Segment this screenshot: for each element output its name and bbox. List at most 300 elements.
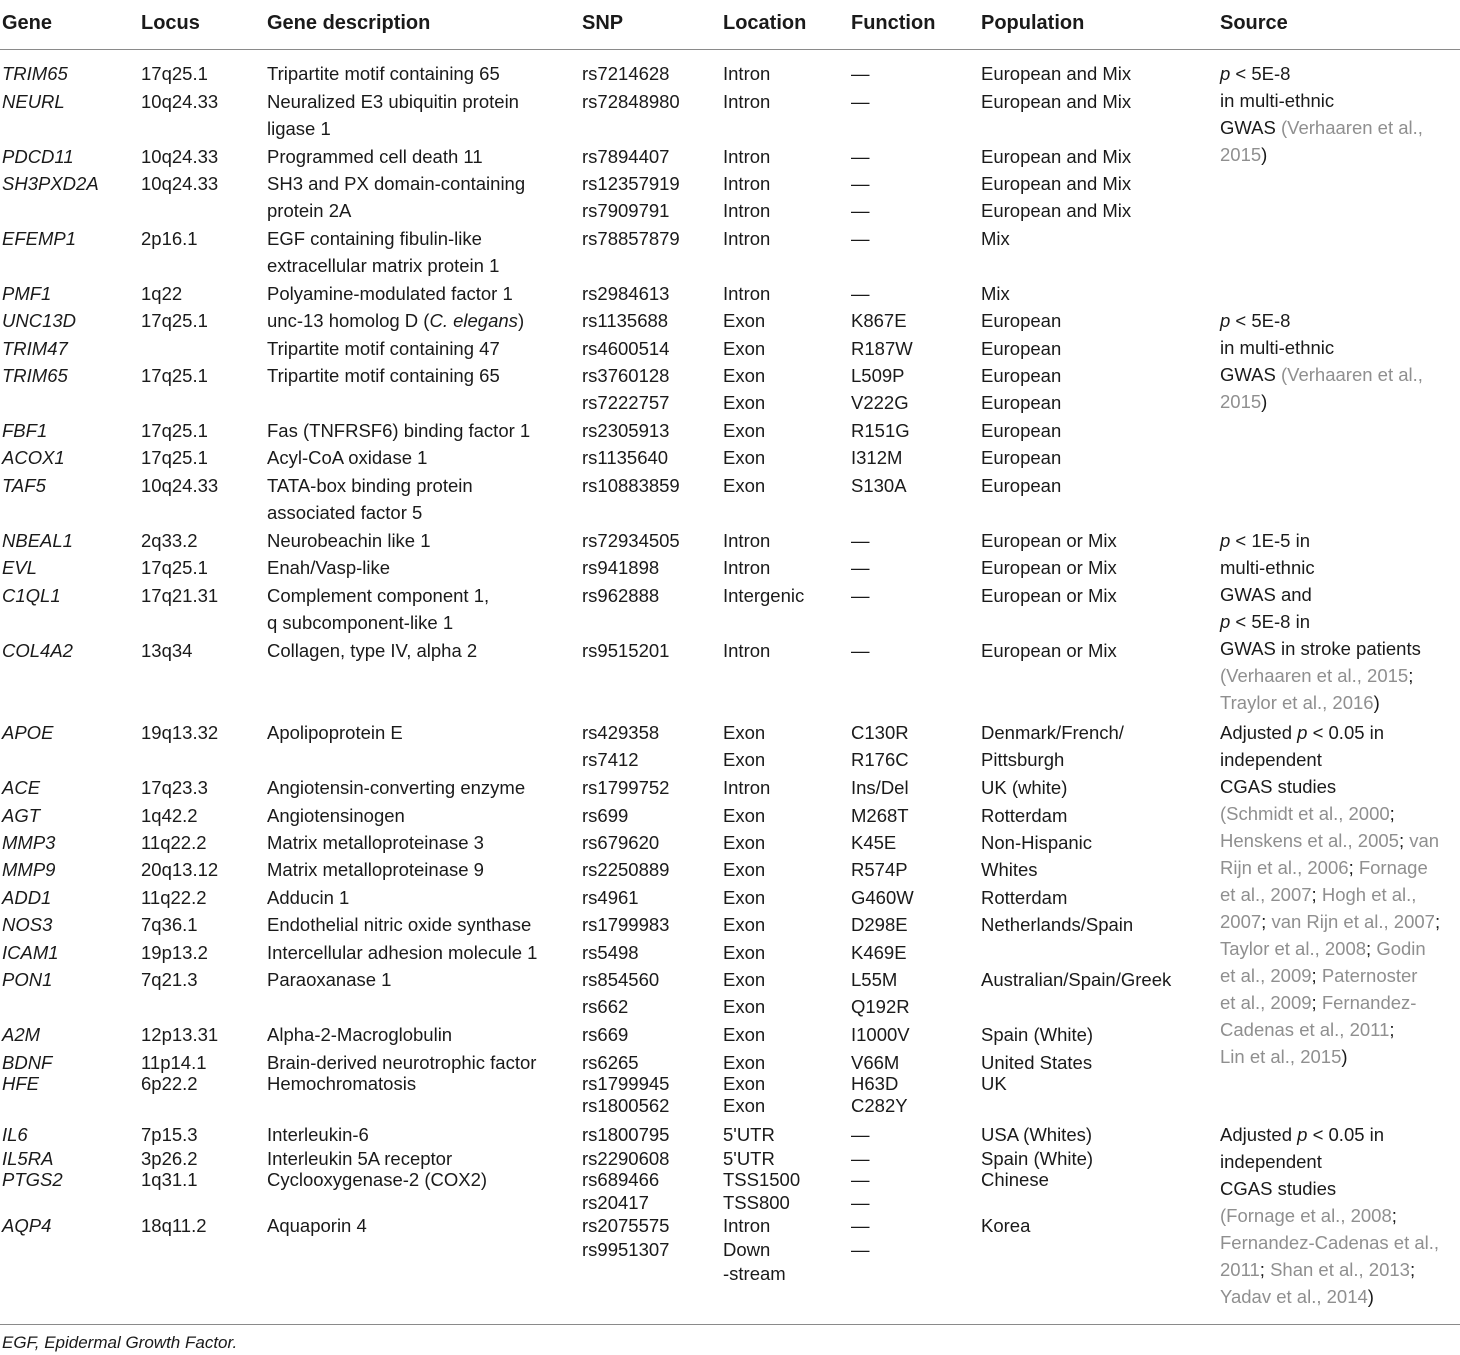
citation-link[interactable]: Lin et al., 2015 (1220, 1046, 1342, 1067)
cell-function: R574P (851, 859, 908, 880)
citation-link[interactable]: Fernandez- (1321, 992, 1417, 1013)
source-text: in multi-ethnic (1220, 337, 1335, 358)
cell-population: Mix (981, 228, 1010, 249)
cell-gene: NOS3 (2, 914, 53, 935)
cell-description: Matrix metalloproteinase 9 (267, 859, 484, 880)
citation-link[interactable]: 2015 (1220, 144, 1262, 165)
cell-function: L55M (851, 969, 898, 990)
cell-function: S130A (851, 475, 907, 496)
cell-location: Intron (723, 146, 771, 167)
cell-function: Q192R (851, 996, 910, 1017)
cell-population: Denmark/French/ (981, 722, 1124, 743)
cell-source (1220, 662, 1413, 689)
cell-locus: 3p26.2 (141, 1148, 198, 1169)
cell-snp: rs2075575 (582, 1215, 670, 1236)
citation-link[interactable]: et al., 2007 (1220, 884, 1312, 905)
cell-location: Intron (723, 63, 771, 84)
cell-location: Exon (723, 365, 766, 386)
cell-snp: rs2984613 (582, 283, 670, 304)
cell-locus: 19p13.2 (141, 942, 208, 963)
cell-description: Interleukin 5A receptor (267, 1148, 453, 1169)
cell-function: R187W (851, 338, 913, 359)
cell-description: Endothelial nitric oxide synthase (267, 914, 532, 935)
citation-link[interactable]: et al., 2009 (1220, 992, 1312, 1013)
citation-link[interactable]: (Verhaaren et al., 2015 (1220, 665, 1409, 686)
cell-population: Chinese (981, 1169, 1049, 1190)
cell-snp: rs1799752 (582, 777, 670, 798)
cell-population: Netherlands/Spain (981, 914, 1134, 935)
cell-snp: rs679620 (582, 832, 660, 853)
cell-location: Exon (723, 996, 766, 1017)
cell-source (1220, 908, 1440, 935)
cell-function: — (851, 91, 870, 112)
source-text: ) (1261, 144, 1268, 165)
cell-locus: 17q21.31 (141, 585, 219, 606)
source-text: ; (1389, 1019, 1395, 1040)
citation-link[interactable]: Taylor et al., 2008 (1220, 938, 1367, 959)
source-text: p (1220, 63, 1231, 84)
cell-gene: EVL (2, 557, 37, 578)
cell-description: q subcomponent-like 1 (267, 612, 454, 633)
cell-snp: rs699 (582, 805, 629, 826)
cell-description: Neuralized E3 ubiquitin protein (267, 91, 519, 112)
cell-population: European (981, 475, 1062, 496)
citation-link[interactable]: (Verhaaren et al., (1280, 364, 1423, 385)
header-divider (0, 49, 1460, 50)
cell-source (1220, 334, 1334, 361)
cell-description: Fas (TNFRSF6) binding factor 1 (267, 420, 531, 441)
cell-population: European or Mix (981, 530, 1117, 551)
cell-source (1220, 554, 1315, 581)
source-text: ; (1408, 665, 1414, 686)
cell-location: TSS800 (723, 1192, 790, 1213)
cell-population: European (981, 310, 1062, 331)
cell-function: — (851, 557, 870, 578)
header-gene: Gene (2, 12, 53, 34)
cell-function: — (851, 200, 870, 221)
source-text: ) (1341, 1046, 1348, 1067)
cell-snp: rs72934505 (582, 530, 680, 551)
citation-link[interactable]: Henskens et al., 2005 (1220, 830, 1399, 851)
cell-snp: rs5498 (582, 942, 639, 963)
cell-location: Intron (723, 557, 771, 578)
cell-description: Tripartite motif containing 47 (267, 338, 500, 359)
cell-location: Exon (723, 1095, 766, 1116)
cell-gene: MMP9 (2, 859, 56, 880)
cell-source (1220, 800, 1395, 827)
source-text: ) (1367, 1286, 1374, 1307)
cell-description: Cyclooxygenase-2 (COX2) (267, 1169, 488, 1190)
cell-function: — (851, 1239, 870, 1260)
source-text: ; (1311, 884, 1322, 905)
cell-locus: 13q34 (141, 640, 193, 661)
cell-location: Exon (723, 805, 766, 826)
cell-gene: PON1 (2, 969, 53, 990)
cell-description: protein 2A (267, 200, 352, 221)
cell-gene: PTGS2 (2, 1169, 63, 1190)
source-text: Adjusted (1220, 1124, 1298, 1145)
cell-locus: 17q25.1 (141, 557, 208, 578)
cell-description: EGF containing fibulin-like (267, 228, 482, 249)
cell-population: United States (981, 1052, 1093, 1073)
cell-function: M268T (851, 805, 909, 826)
cell-locus: 2p16.1 (141, 228, 198, 249)
cell-population: Non-Hispanic (981, 832, 1093, 853)
header-snp: SNP (582, 12, 624, 34)
cell-snp: rs962888 (582, 585, 660, 606)
cell-locus: 7q36.1 (141, 914, 198, 935)
cell-location: Exon (723, 338, 766, 359)
cell-gene: COL4A2 (2, 640, 73, 661)
cell-locus: 11q22.2 (141, 832, 207, 853)
cell-locus: 18q11.2 (141, 1215, 207, 1236)
citation-link[interactable]: (Fornage et al., 2008 (1220, 1205, 1392, 1226)
cell-gene: TRIM65 (2, 365, 68, 386)
cell-snp: rs9951307 (582, 1239, 670, 1260)
cell-population: Pittsburgh (981, 749, 1065, 770)
cell-snp: rs3760128 (582, 365, 670, 386)
cell-function: G460W (851, 887, 914, 908)
source-text: ) (1373, 692, 1380, 713)
source-text: multi-ethnic (1220, 557, 1315, 578)
source-text: ; (1311, 992, 1322, 1013)
cell-locus: 12p13.31 (141, 1024, 219, 1045)
cell-population: European (981, 420, 1062, 441)
cell-location: Exon (723, 914, 766, 935)
cell-population: European (981, 392, 1062, 413)
cell-location: -stream (723, 1263, 786, 1284)
cell-source (1220, 60, 1290, 87)
cell-snp: rs1799983 (582, 914, 670, 935)
source-text: ) (1261, 391, 1268, 412)
citation-link[interactable]: 2015 (1220, 391, 1262, 412)
cell-snp: rs7894407 (582, 146, 670, 167)
cell-source (1220, 1283, 1374, 1310)
source-text: p (1220, 611, 1231, 632)
cell-source (1220, 361, 1423, 388)
cell-location: Intron (723, 228, 771, 249)
source-text: < 0.05 in (1307, 1124, 1385, 1145)
cell-location: Intron (723, 283, 771, 304)
cell-description: Brain-derived neurotrophic factor (267, 1052, 537, 1073)
cell-location: Exon (723, 475, 766, 496)
cell-population: UK (981, 1073, 1007, 1094)
source-text: p (1220, 310, 1231, 331)
cell-snp: rs1800562 (582, 1095, 670, 1116)
source-text: GWAS and (1220, 584, 1312, 605)
cell-population: Spain (White) (981, 1148, 1094, 1169)
cell-description: Tripartite motif containing 65 (267, 365, 500, 386)
cell-snp: rs2305913 (582, 420, 670, 441)
cell-gene: FBF1 (2, 420, 48, 441)
cell-gene: EFEMP1 (2, 228, 77, 249)
cell-location: Intron (723, 200, 771, 221)
cell-description: Complement component 1, (267, 585, 490, 606)
source-text: ; (1389, 803, 1395, 824)
cell-gene: AQP4 (2, 1215, 52, 1236)
cell-description: associated factor 5 (267, 502, 423, 523)
cell-snp: rs941898 (582, 557, 660, 578)
cell-snp: rs429358 (582, 722, 660, 743)
cell-location: Exon (723, 722, 766, 743)
cell-locus: 7q21.3 (141, 969, 198, 990)
citation-link[interactable]: van (1409, 830, 1440, 851)
header-location: Location (723, 12, 807, 34)
cell-location: 5'UTR (723, 1124, 775, 1145)
cell-population: European (981, 447, 1062, 468)
cell-function: — (851, 173, 870, 194)
cell-function: K45E (851, 832, 897, 853)
cell-population: Spain (White) (981, 1024, 1094, 1045)
cell-function: D298E (851, 914, 908, 935)
cell-locus: 1q31.1 (141, 1169, 198, 1190)
citation-link[interactable]: Yadav et al., 2014 (1220, 1286, 1368, 1307)
cell-description: Interleukin-6 (267, 1124, 369, 1145)
citation-link[interactable]: Shan et al., 2013 (1270, 1259, 1410, 1280)
cell-population: European and Mix (981, 63, 1132, 84)
cell-gene: ICAM1 (2, 942, 59, 963)
cell-snp: rs10883859 (582, 475, 680, 496)
citation-link[interactable]: Fornage (1358, 857, 1428, 878)
cell-function: I312M (851, 447, 903, 468)
cell-gene: HFE (2, 1073, 39, 1094)
cell-gene: SH3PXD2A (2, 173, 99, 194)
cell-function: — (851, 283, 870, 304)
cell-population: Whites (981, 859, 1038, 880)
source-text: CGAS studies (1220, 776, 1337, 797)
header-description: Gene description (267, 12, 431, 34)
cell-gene: IL5RA (2, 1148, 54, 1169)
cell-function: — (851, 146, 870, 167)
cell-population: European and Mix (981, 200, 1132, 221)
cell-function: C130R (851, 722, 909, 743)
cell-function: — (851, 640, 870, 661)
cell-population: European and Mix (981, 173, 1132, 194)
cell-description: Angiotensinogen (267, 805, 405, 826)
cell-function: — (851, 63, 870, 84)
cell-function: K469E (851, 942, 907, 963)
citation-link[interactable]: Fernandez-Cadenas et al., (1220, 1232, 1440, 1253)
citation-link[interactable]: Hogh et al., (1321, 884, 1417, 905)
cell-locus: 17q25.1 (141, 365, 208, 386)
cell-source (1220, 307, 1290, 334)
cell-description: extracellular matrix protein 1 (267, 255, 500, 276)
cell-source (1220, 635, 1421, 662)
cell-function: — (851, 1169, 870, 1190)
source-text: ; (1434, 911, 1441, 932)
cell-function: — (851, 530, 870, 551)
cell-gene: TRIM65 (2, 63, 68, 84)
cell-gene: ACOX1 (2, 447, 65, 468)
cell-snp: rs7222757 (582, 392, 670, 413)
cell-gene: MMP3 (2, 832, 56, 853)
table-footnote: EGF, Epidermal Growth Factor. (2, 1333, 238, 1352)
cell-location: Exon (723, 859, 766, 880)
cell-location: Intron (723, 1215, 771, 1236)
cell-locus: 17q25.1 (141, 420, 208, 441)
cell-function: V66M (851, 1052, 900, 1073)
cell-snp: rs7214628 (582, 63, 670, 84)
cell-population: Rotterdam (981, 805, 1068, 826)
cell-function: — (851, 1192, 870, 1213)
cell-population: European or Mix (981, 557, 1117, 578)
source-text: ; (1398, 830, 1410, 851)
source-text: in multi-ethnic (1220, 90, 1335, 111)
citation-link[interactable]: 2011 (1220, 1259, 1260, 1280)
cell-locus: 10q24.33 (141, 173, 219, 194)
cell-function: — (851, 1215, 870, 1236)
cell-locus: 10q24.33 (141, 146, 219, 167)
source-text: GWAS in stroke patients (1220, 638, 1421, 659)
source-text: < 5E-8 (1230, 310, 1291, 331)
cell-location: Intron (723, 777, 771, 798)
citation-link[interactable]: Rijn et al., 2006 (1220, 857, 1349, 878)
cell-description: Acyl-CoA oxidase 1 (267, 447, 428, 468)
cell-location: Down (723, 1239, 771, 1260)
cell-location: Exon (723, 420, 766, 441)
cell-snp: rs689466 (582, 1169, 660, 1190)
cell-location: 5'UTR (723, 1148, 775, 1169)
cell-source (1220, 962, 1417, 989)
cell-location: Exon (723, 832, 766, 853)
cell-snp: rs669 (582, 1024, 629, 1045)
cell-population: USA (Whites) (981, 1124, 1093, 1145)
cell-source (1220, 935, 1426, 962)
cell-locus: 1q42.2 (141, 805, 198, 826)
source-text: p (1297, 1124, 1308, 1145)
cell-locus: 11p14.1 (141, 1052, 207, 1073)
source-text: ; (1366, 938, 1377, 959)
cell-function: — (851, 228, 870, 249)
source-text: ; (1391, 1205, 1397, 1226)
cell-function: — (851, 585, 870, 606)
source-text: < 5E-8 in (1230, 611, 1310, 632)
cell-location: Exon (723, 1024, 766, 1045)
cell-source (1220, 827, 1439, 854)
cell-location: Intron (723, 530, 771, 551)
cell-snp: rs1799945 (582, 1073, 670, 1094)
header-source: Source (1220, 12, 1288, 34)
cell-gene: APOE (2, 722, 54, 743)
cell-population: Australian/Spain/Greek (981, 969, 1172, 990)
cell-description: SH3 and PX domain-containing (267, 173, 526, 194)
cell-gene: BDNF (2, 1052, 53, 1073)
cell-description: Alpha-2-Macroglobulin (267, 1024, 453, 1045)
citation-link[interactable]: Traylor et al., 2016 (1220, 692, 1374, 713)
cell-source (1220, 1121, 1384, 1148)
cell-function: K867E (851, 310, 907, 331)
cell-locus: 19q13.32 (141, 722, 219, 743)
cell-location: Exon (723, 1073, 766, 1094)
source-text: GWAS (1220, 364, 1281, 385)
cell-location: Exon (723, 447, 766, 468)
citation-link[interactable]: Paternoster (1321, 965, 1418, 986)
cell-function: — (851, 1148, 870, 1169)
header-locus: Locus (141, 12, 200, 34)
source-text: < 5E-8 (1230, 63, 1291, 84)
cell-snp: rs9515201 (582, 640, 670, 661)
cell-snp: rs2290608 (582, 1148, 670, 1169)
cell-snp: rs4600514 (582, 338, 670, 359)
citation-link[interactable]: et al., 2009 (1220, 965, 1312, 986)
cell-source (1220, 1175, 1336, 1202)
cell-location: Exon (723, 310, 766, 331)
cell-description: Neurobeachin like 1 (267, 530, 431, 551)
cell-population: European and Mix (981, 91, 1132, 112)
cell-snp: rs12357919 (582, 173, 680, 194)
cell-location: Intron (723, 91, 771, 112)
cell-description: Enah/Vasp-like (267, 557, 391, 578)
cell-description: Apolipoprotein E (267, 722, 403, 743)
cell-location: Intron (723, 640, 771, 661)
cell-description: Paraoxanase 1 (267, 969, 392, 990)
cell-source (1220, 1043, 1348, 1070)
cell-source (1220, 388, 1267, 415)
citation-link[interactable]: (Schmidt et al., 2000 (1220, 803, 1390, 824)
cell-location: Exon (723, 969, 766, 990)
cell-function: V222G (851, 392, 909, 413)
cell-gene: C1QL1 (2, 585, 61, 606)
citation-link[interactable]: Godin (1376, 938, 1426, 959)
cell-snp: rs78857879 (582, 228, 680, 249)
source-text: independent (1220, 749, 1322, 770)
cell-function: H63D (851, 1073, 899, 1094)
citation-link[interactable]: 2007 (1220, 911, 1262, 932)
cell-gene: IL6 (2, 1124, 28, 1145)
citation-link[interactable]: (Verhaaren et al., (1280, 117, 1423, 138)
header-function: Function (851, 12, 936, 34)
cell-source (1220, 1256, 1415, 1283)
cell-source (1220, 1148, 1322, 1175)
source-text: p (1297, 722, 1308, 743)
cell-snp: rs4961 (582, 887, 639, 908)
cell-snp: rs1800795 (582, 1124, 670, 1145)
cell-gene: PMF1 (2, 283, 52, 304)
cell-source (1220, 854, 1428, 881)
cell-location: TSS1500 (723, 1169, 801, 1190)
cell-snp: rs662 (582, 996, 629, 1017)
cell-snp: rs7412 (582, 749, 639, 770)
cell-locus: 20q13.12 (141, 859, 219, 880)
source-text: CGAS studies (1220, 1178, 1337, 1199)
source-text: GWAS (1220, 117, 1281, 138)
source-text: < 0.05 in (1307, 722, 1385, 743)
source-text: < 1E-5 in (1230, 530, 1310, 551)
cell-population: European or Mix (981, 640, 1117, 661)
cell-gene: AGT (2, 805, 41, 826)
cell-locus: 1q22 (141, 283, 183, 304)
cell-description: Programmed cell death 11 (267, 146, 483, 167)
cell-snp: rs7909791 (582, 200, 670, 221)
cell-description: Intercellular adhesion molecule 1 (267, 942, 538, 963)
cell-population: Mix (981, 283, 1010, 304)
source-text: ; (1348, 857, 1359, 878)
cell-function: I1000V (851, 1024, 910, 1045)
cell-description: Adducin 1 (267, 887, 350, 908)
source-text: ; (1311, 965, 1322, 986)
cell-location: Intron (723, 173, 771, 194)
cell-locus: 11q22.2 (141, 887, 207, 908)
cell-population: Rotterdam (981, 887, 1068, 908)
citation-link[interactable]: Cadenas et al., 2011 (1220, 1019, 1390, 1040)
source-text: p (1220, 530, 1231, 551)
cell-source (1220, 581, 1312, 608)
source-text: independent (1220, 1151, 1322, 1172)
cell-description: Tripartite motif containing 65 (267, 63, 500, 84)
citation-link[interactable]: van Rijn et al., 2007 (1271, 911, 1435, 932)
cell-locus: 7p15.3 (141, 1124, 198, 1145)
cell-gene: TRIM47 (2, 338, 68, 359)
